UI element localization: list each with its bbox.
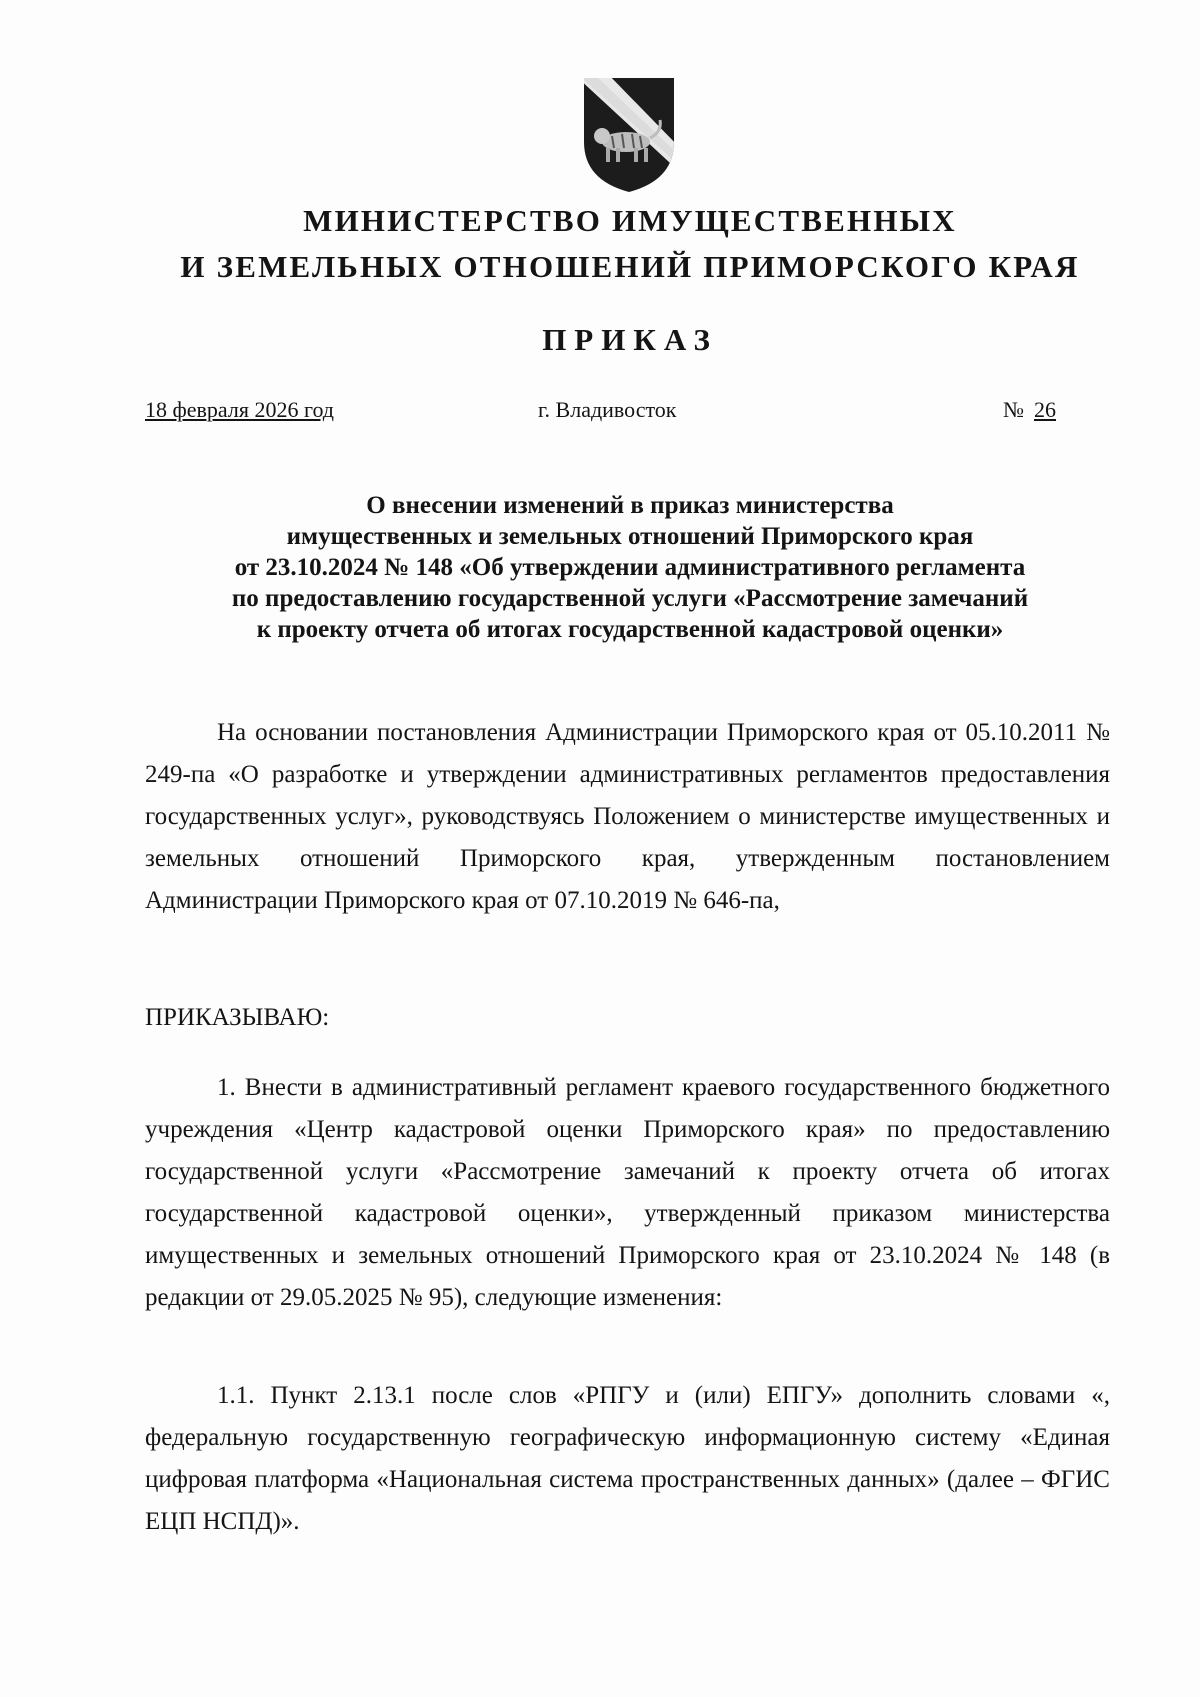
number-sign: № bbox=[1003, 397, 1024, 422]
subject-line4: по предоставлению государственной услуги «Рассмотрение замечаний bbox=[231, 585, 1029, 612]
subject-line3: от 23.10.2024 № 148 «Об утверждении административного регламента bbox=[234, 554, 1026, 581]
item-1-paragraph: 1. Внести в административный регламент краевого государственного бюджетного учреждения «Центр кадастровой оценки Приморского края» по предоставлению государственной услуги «Рассмотрение замечаний к проекту отчета об итогах государственной кадастровой оценки», утвержденный приказом министерства имущественных и земельных отношений Приморского края от 23.10.2024 № 148 (в редакции от 29.05.2025 № 95), следующие изменения: bbox=[145, 1074, 1110, 1311]
subject-line2: имущественных и земельных отношений Приморского края bbox=[286, 523, 974, 550]
number-value: 26 bbox=[1034, 397, 1056, 422]
coat-of-arms-icon bbox=[582, 76, 676, 194]
order-number bbox=[1003, 396, 1056, 424]
item-1-1-paragraph: 1.1. Пункт 2.13.1 после слов «РПГУ и (или) ЕПГУ» дополнить словами «, федеральную государственную географическую информационную систему «Единая цифровая платформа «Национальная система пространственных данных» (далее – ФГИС ЕЦП НСПД)». bbox=[145, 1382, 1110, 1535]
order-keyword: ПРИКАЗЫВАЮ: bbox=[145, 1004, 330, 1031]
subject-line1: О внесении изменений в приказ министерства bbox=[366, 492, 894, 519]
order-subject bbox=[130, 490, 1130, 645]
subject-line5: к проекту отчета об итогах государственной кадастровой оценки» bbox=[256, 616, 1004, 643]
order-city: г. Владивосток bbox=[538, 397, 677, 422]
document-type-heading: ПРИКАЗ bbox=[542, 322, 718, 357]
ministry-title-line2: И ЗЕМЕЛЬНЫХ ОТНОШЕНИЙ ПРИМОРСКОГО КРАЯ bbox=[180, 249, 1080, 284]
ministry-title-line1: МИНИСТЕРСТВО ИМУЩЕСТВЕННЫХ bbox=[303, 203, 957, 238]
preamble-paragraph: На основании постановления Администрации Приморского края от 05.10.2011 № 249-па «О разработке и утверждении административных регламентов предоставления государственных услуг», руководствуясь Положением о министерстве имущественных и земельных отношений Приморского края, утвержденным постановлением Администрации Приморского края от 07.10.2019 № 646-па, bbox=[145, 719, 1110, 914]
order-date: 18 февраля 2026 год bbox=[145, 397, 334, 422]
ministry-title bbox=[0, 198, 1200, 290]
